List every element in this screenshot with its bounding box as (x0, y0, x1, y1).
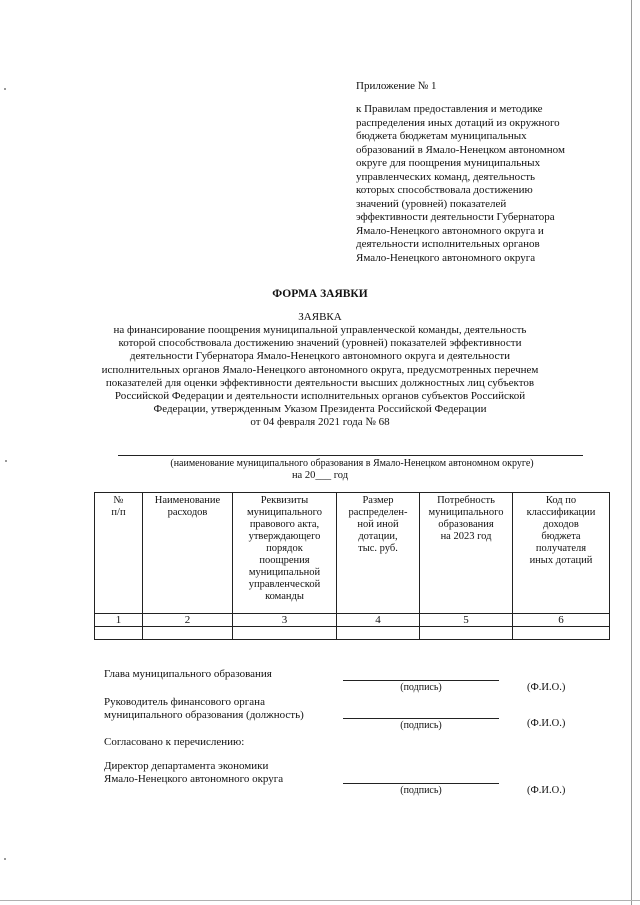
text-line: Код по (545, 495, 577, 506)
text-line: тыс. руб. (358, 543, 398, 554)
text-line: Размер (362, 495, 394, 506)
appendix-line: к Правилам предоставления и методике (356, 103, 543, 115)
scan-speck (4, 858, 6, 860)
table-cell[interactable] (143, 627, 233, 640)
expense-table (94, 492, 610, 640)
text-line: бюджета (541, 531, 581, 542)
year-line: на 20___ год (291, 470, 349, 481)
application-heading: ЗАЯВКА (298, 311, 342, 323)
signature-line[interactable] (343, 783, 499, 784)
text-line: Директор департамента экономики (104, 760, 269, 772)
appendix-line: значений (уровней) показателей (356, 197, 507, 210)
municipality-caption: (наименование муниципального образования в Ямало-Ненецком автономном округе) (170, 458, 534, 469)
text-line: доходов (543, 519, 579, 530)
text-line: управленческой (248, 579, 321, 590)
scan-right-edge (631, 0, 632, 905)
column-number: 6 (513, 614, 610, 627)
text-line: порядок (266, 543, 303, 554)
text-line: утверждающего (248, 531, 321, 542)
description-line: Российской Федерации и деятельности исполнительных органов субъектов Российской (114, 390, 526, 403)
text-line: поощрения (259, 555, 310, 566)
table-header-row (95, 493, 610, 614)
signature-label-finance (104, 696, 304, 722)
text-line: образования (438, 519, 494, 530)
fio-caption: (Ф.И.О.) (527, 785, 566, 796)
description-line: Федерации, утвержденным Указом Президента Российской Федерации (153, 403, 487, 416)
agreed-label: Согласовано к перечислению: (104, 736, 245, 748)
text-line: Руководитель финансового органа (104, 696, 265, 708)
column-number: 2 (143, 614, 233, 627)
column-number: 4 (337, 614, 420, 627)
appendix-line: Ямало-Ненецкого автономного округа и (356, 224, 544, 237)
text-line: п/п (111, 507, 126, 518)
signature-line[interactable] (343, 718, 499, 719)
appendix-line: Ямало-Ненецкого автономного округа (356, 251, 536, 264)
description-line: показателей для оценки эффективности деятельности высших должностных лиц субъектов (105, 376, 535, 389)
fio-caption: (Ф.И.О.) (527, 718, 566, 729)
signature-caption: (подпись) (400, 720, 442, 731)
header-cell (337, 493, 420, 614)
text-line: Ямало-Ненецкого автономного округа (104, 773, 284, 785)
form-title: ФОРМА ЗАЯВКИ (272, 288, 368, 300)
text-line: дотации, (358, 531, 398, 542)
text-line: № (113, 495, 124, 506)
table-cell[interactable] (420, 627, 513, 640)
scan-bottom-edge (0, 900, 640, 901)
text-line: Реквизиты (260, 495, 309, 506)
table-row (95, 627, 610, 640)
fio-caption: (Ф.И.О.) (527, 682, 566, 693)
text-line: ной иной (357, 519, 399, 530)
text-line: муниципального (428, 507, 504, 518)
text-line: распределен- (348, 507, 408, 518)
table-cell[interactable] (233, 627, 337, 640)
text-line: муниципальной (248, 567, 321, 578)
column-number: 1 (95, 614, 143, 627)
appendix-line: управленческих команд, деятельность (356, 170, 536, 183)
appendix-line: образований в Ямало-Ненецком автономном (356, 143, 565, 156)
application-description (0, 324, 640, 430)
signature-caption: (подпись) (400, 785, 442, 796)
appendix-line: эффективности деятельности Губернатора (356, 211, 555, 223)
signature-line[interactable] (343, 680, 499, 681)
table-column-numbers-row (95, 614, 610, 627)
appendix-line: деятельности исполнительных органов (356, 238, 540, 250)
description-line: на финансирование поощрения муниципальной управленческой команды, деятельность (113, 324, 527, 336)
text-line: команды (265, 591, 304, 602)
signature-label-economy (104, 760, 283, 786)
appendix-line: которых способствовала достижению (356, 184, 533, 196)
description-line: которой способствовала достижению значений (уровней) показателей эффективности (118, 337, 522, 350)
text-line: Наименование (154, 495, 221, 506)
header-cell (95, 493, 143, 614)
municipality-name-line[interactable] (118, 455, 583, 456)
description-line: исполнительных органов Ямало-Ненецкого автономного округа, предусмотренных перечнем (101, 363, 539, 376)
text-line: на 2023 год (440, 531, 492, 542)
text-line: муниципального образования (должность) (104, 709, 304, 721)
text-line: классификации (526, 507, 596, 518)
appendix-line: бюджета бюджетам муниципальных (356, 130, 527, 142)
header-cell (143, 493, 233, 614)
description-line: деятельности Губернатора Ямало-Ненецкого автономного округа и деятельности (129, 350, 511, 363)
column-number: 5 (420, 614, 513, 627)
scan-speck (4, 88, 6, 90)
column-number: 3 (233, 614, 337, 627)
text-line: муниципального (247, 507, 322, 518)
table-cell[interactable] (513, 627, 610, 640)
appendix-line: распределения иных дотаций из окружного (356, 116, 560, 129)
table-cell[interactable] (95, 627, 143, 640)
header-cell (513, 493, 610, 614)
signature-caption: (подпись) (400, 682, 442, 693)
text-line: получателя (535, 543, 587, 554)
text-line: Потребность (437, 495, 495, 506)
text-line: иных дотаций (529, 555, 593, 566)
text-line: расходов (167, 507, 208, 518)
text-line: правового акта, (249, 519, 320, 530)
appendix-number: Приложение № 1 (356, 80, 437, 92)
appendix-text (356, 103, 620, 265)
appendix-line: округе для поощрения муниципальных (356, 157, 541, 169)
header-cell (420, 493, 513, 614)
signature-label-head: Глава муниципального образования (104, 668, 272, 680)
description-line: от 04 февраля 2021 года № 68 (250, 416, 390, 429)
table-cell[interactable] (337, 627, 420, 640)
header-cell (233, 493, 337, 614)
